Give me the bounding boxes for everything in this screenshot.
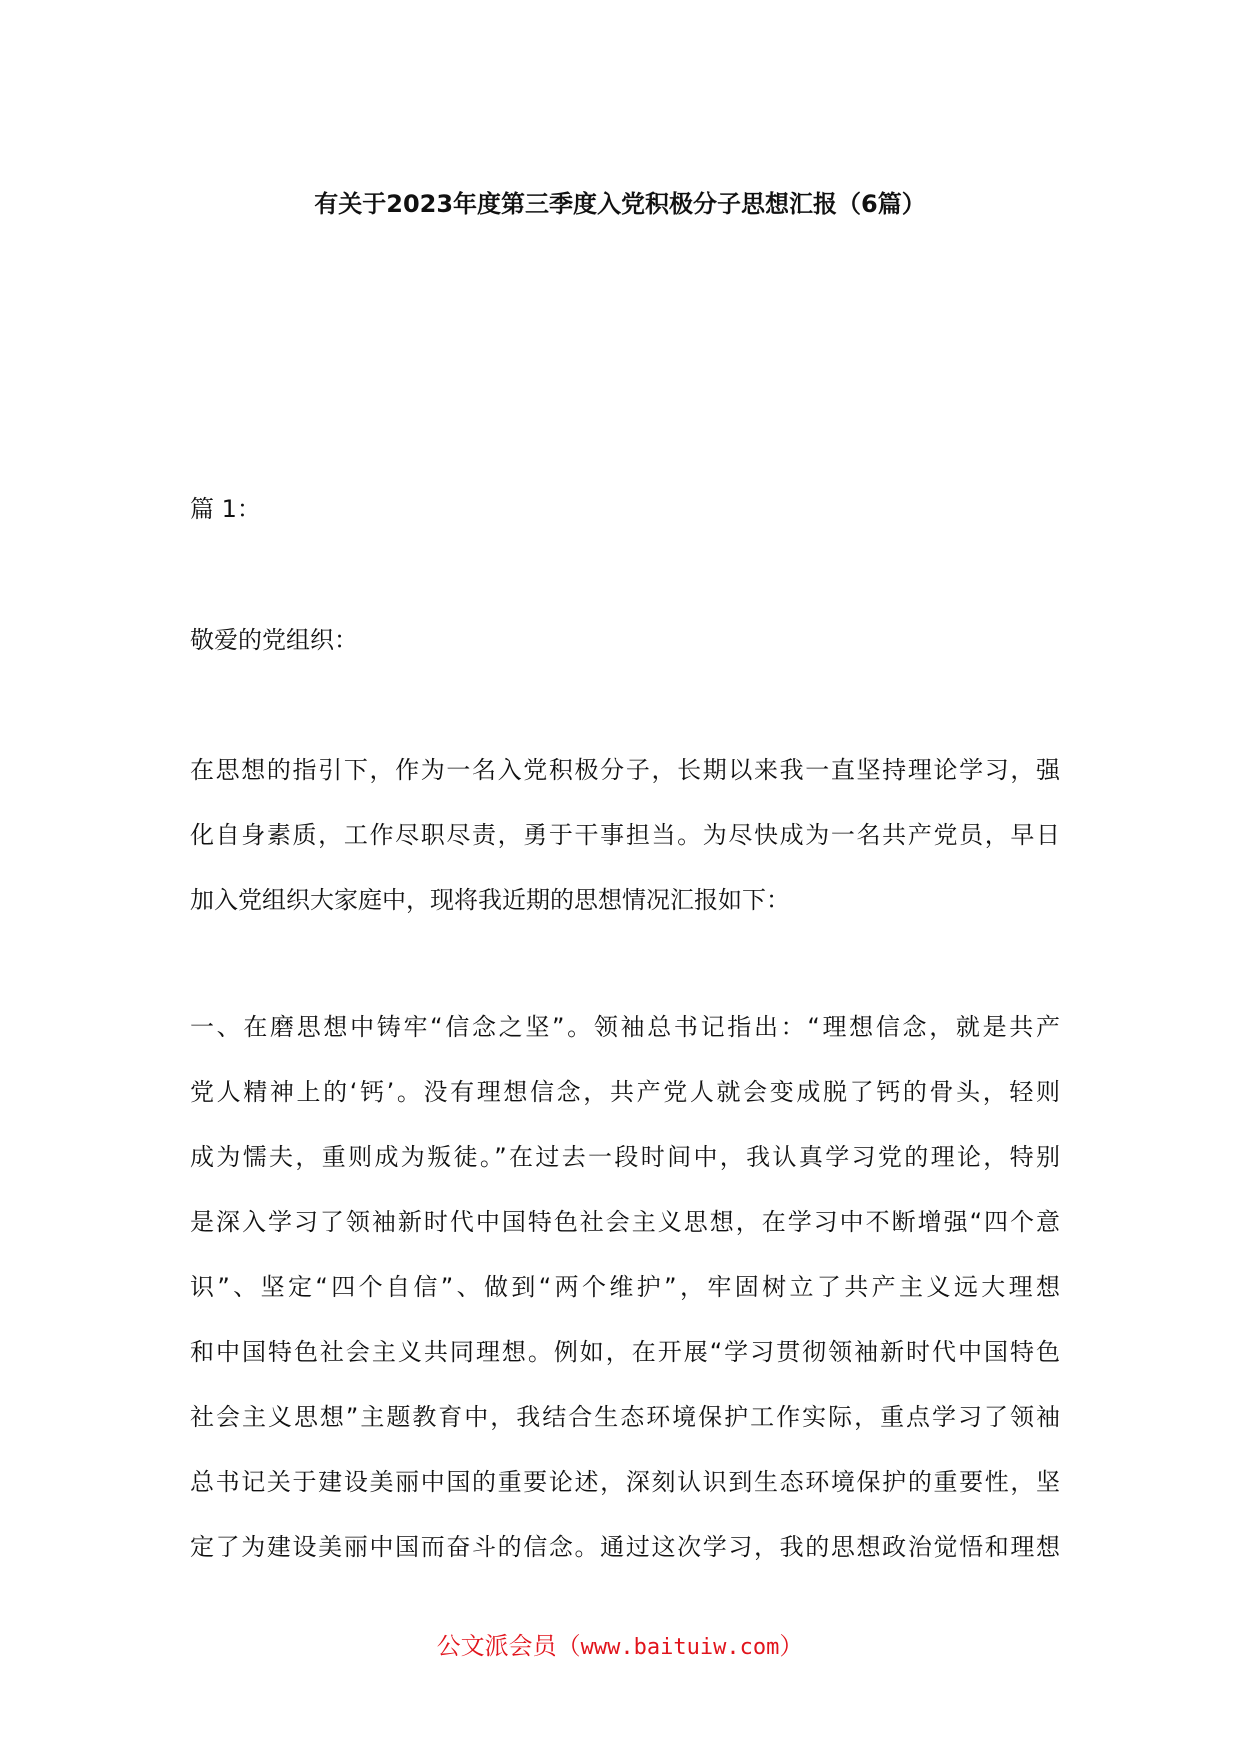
paragraph-intro: [190, 738, 1060, 933]
paragraph-line: 和中国特色社会主义共同理想。例如，在开展“学习贯彻领袖新时代中国特色: [190, 1338, 1060, 1366]
footer-suffix: ）: [779, 1632, 804, 1660]
paragraph-line: 化自身素质，工作尽职尽责，勇于干事担当。为尽快成为一名共产党员，早日: [190, 821, 1060, 849]
paragraph-line: 识”、坚定“四个自信”、做到“两个维护”，牢固树立了共产主义远大理想: [190, 1273, 1060, 1301]
footer-prefix: 公文派会员（: [436, 1632, 581, 1660]
salutation: 敬爱的党组织：: [190, 626, 358, 654]
paragraph-line: 社会主义思想”主题教育中，我结合生态环境保护工作实际，重点学习了领袖: [190, 1403, 1060, 1431]
paragraph-line: 一、在磨思想中铸牢“信念之坚”。领袖总书记指出：“理想信念，就是共产: [190, 1013, 1060, 1041]
footer-watermark: [0, 1628, 1240, 1666]
paragraph-line: 党人精神上的‘钙’。没有理想信念，共产党人就会变成脱了钙的骨头，轻则: [190, 1078, 1060, 1106]
document-title: 有关于2023年度第三季度入党积极分子思想汇报（6篇）: [314, 190, 926, 218]
paragraph-line: 定了为建设美丽中国而奋斗的信念。通过这次学习，我的思想政治觉悟和理想: [190, 1533, 1060, 1561]
paragraph-line: 总书记关于建设美丽中国的重要论述，深刻认识到生态环境保护的重要性，坚: [190, 1468, 1060, 1496]
paragraph-line: 加入党组织大家庭中，现将我近期的思想情况汇报如下：: [190, 886, 790, 914]
paragraph-line: 在思想的指引下，作为一名入党积极分子，长期以来我一直坚持理论学习，强: [190, 756, 1060, 784]
paragraph-section-one: [190, 995, 1060, 1580]
paragraph-line: 成为懦夫，重则成为叛徒。”在过去一段时间中，我认真学习党的理论，特别: [190, 1143, 1060, 1171]
paragraph-line: 是深入学习了领袖新时代中国特色社会主义思想，在学习中不断增强“四个意: [190, 1208, 1060, 1236]
section-label: 篇 1：: [190, 495, 261, 523]
footer-url-link[interactable]: www.baituiw.com: [580, 1635, 780, 1660]
